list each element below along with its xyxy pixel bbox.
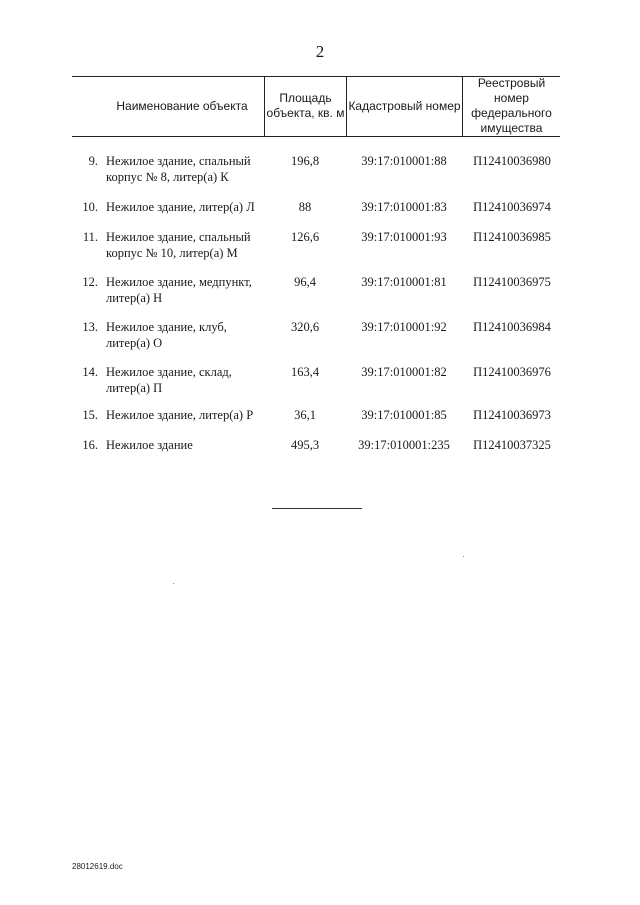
row-name: Нежилое здание <box>106 438 193 452</box>
header-name: Наименование объекта <box>116 98 248 113</box>
row-area: 36,1 <box>294 408 316 422</box>
row-number: 11. <box>82 230 98 244</box>
row-number: 16. <box>82 438 98 452</box>
row-cadastral: 39:17:010001:81 <box>361 275 447 289</box>
page-number: 2 <box>315 42 325 61</box>
row-cadastral: 39:17:010001:93 <box>361 230 447 244</box>
row-area: 320,6 <box>290 320 320 334</box>
row-name: Нежилое здание, клуб, литер(а) О <box>106 320 227 350</box>
row-area: 126,6 <box>290 230 320 244</box>
row-name: Нежилое здание, медпункт, литер(а) Н <box>106 275 252 305</box>
row-registry: П12410036985 <box>473 230 551 244</box>
row-registry: П12410036975 <box>473 275 551 289</box>
row-area: 196,8 <box>290 154 320 168</box>
header-area: Площадь объекта, кв. м <box>266 91 345 120</box>
footer-filename: 28012619.doc <box>72 862 123 871</box>
row-registry: П12410037325 <box>473 438 551 452</box>
end-of-table-rule <box>272 508 362 509</box>
row-area: 495,3 <box>290 438 320 452</box>
row-cadastral: 39:17:010001:83 <box>361 200 447 214</box>
row-name: Нежилое здание, спальный корпус № 10, литер(а) М <box>106 230 251 260</box>
row-area: 88 <box>298 200 312 214</box>
row-number: 15. <box>82 408 98 422</box>
row-number: 14. <box>82 365 98 379</box>
row-number: 13. <box>82 320 98 334</box>
row-area: 96,4 <box>294 275 316 289</box>
row-registry: П12410036980 <box>473 154 551 168</box>
row-cadastral: 39:17:010001:82 <box>361 365 447 379</box>
scan-speck <box>463 556 464 557</box>
row-number: 12. <box>82 275 98 289</box>
row-number: 9. <box>88 154 98 168</box>
row-registry: П12410036984 <box>473 320 551 334</box>
row-registry: П12410036974 <box>473 200 551 214</box>
table-header-rule <box>72 136 560 137</box>
row-name: Нежилое здание, спальный корпус № 8, литер(а) К <box>106 154 251 184</box>
row-registry: П12410036973 <box>473 408 551 422</box>
header-registry: Реестровый номер федерального имущества <box>471 76 552 135</box>
scan-speck <box>173 583 174 584</box>
row-name: Нежилое здание, склад, литер(а) П <box>106 365 232 395</box>
row-name: Нежилое здание, литер(а) Л <box>106 200 255 214</box>
row-registry: П12410036976 <box>473 365 551 379</box>
row-number: 10. <box>82 200 98 214</box>
row-cadastral: 39:17:010001:85 <box>361 408 447 422</box>
row-cadastral: 39:17:010001:88 <box>361 154 447 168</box>
row-name: Нежилое здание, литер(а) Р <box>106 408 254 422</box>
row-cadastral: 39:17:010001:92 <box>361 320 447 334</box>
row-cadastral: 39:17:010001:235 <box>358 438 450 452</box>
header-cadastral: Кадастровый номер <box>348 98 461 113</box>
row-area: 163,4 <box>290 365 320 379</box>
